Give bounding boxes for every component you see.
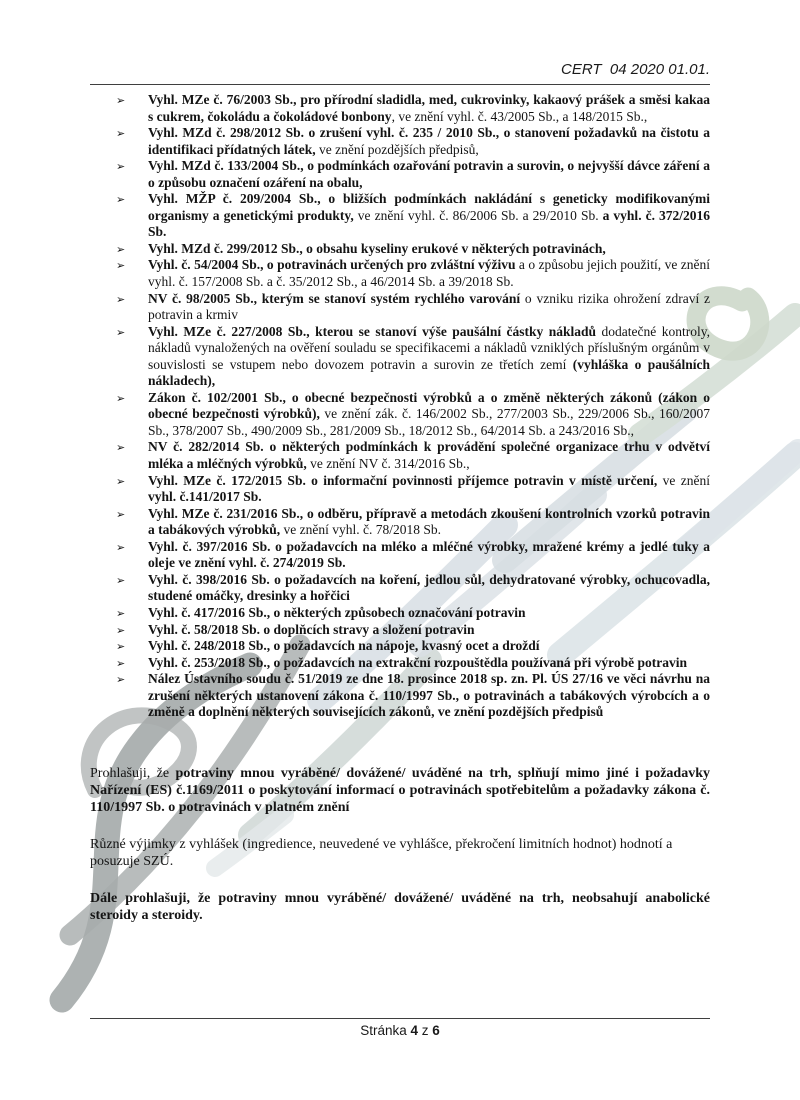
arrow-bullet-icon: ➢ — [116, 292, 126, 306]
list-item — [90, 241, 710, 258]
header-divider — [90, 84, 710, 85]
arrow-bullet-icon: ➢ — [116, 94, 126, 107]
text-run: ve znění NV č. 314/2016 Sb., — [306, 456, 470, 472]
bold-text-run: Vyhl. č. 253/2018 Sb., o požadavcích na extrakční rozpouštědla používaná při výrobě potravin — [148, 654, 688, 670]
arrow-bullet-icon: ➢ — [116, 507, 126, 521]
paragraph — [90, 765, 710, 816]
bold-text-run: Vyhl. č. 417/2016 Sb., o některých způsobech označování potravin — [148, 604, 526, 620]
page-footer — [90, 1023, 710, 1038]
arrow-bullet-icon: ➢ — [116, 441, 126, 455]
document-header — [536, 44, 710, 95]
bold-text-run: NV č. 282/2014 Sb. o některých podmínkách k provádění společné organizace trhu v odvětví mléka a mléčných výrobků, — [148, 439, 710, 472]
bold-text-run: Vyhl. MZe č. 231/2016 Sb., o odběru, přípravě a metodách zkoušení kontrolních vzorků potravin a tabákových výrobků, — [148, 505, 710, 538]
footer-label: Stránka — [360, 1023, 411, 1038]
text-run: , ve znění vyhl. č. 43/2005 Sb., a 148/2015 Sb., — [391, 108, 648, 124]
bold-text-run: NV č. 98/2005 Sb., kterým se stanoví systém rychlého varování — [148, 290, 521, 306]
list-item — [90, 158, 710, 191]
list-item — [90, 539, 710, 572]
text-run: dodatečné kontroly, nákladů vynaložených na ověření souladu se specifikacemi a nákladů vzniklých příslušným orgánům v souvislosti se vstupem nebo dovozem potravin a surovin ze třetích zemí — [148, 323, 710, 372]
text-run: ve znění pozdějších předpisů, — [315, 141, 479, 157]
text-run: Různé výjimky z vyhlášek (ingredience, neuvedené ve vyhlášce, překročení limitních hodnot) hodnotí a posuzuje SZÚ. — [90, 836, 673, 869]
bold-text-run: Zákon č. 102/2001 Sb., o obecné bezpečnosti výrobků a o změně některých zákonů (zákon o obecné bezpečnosti výrobků), — [148, 389, 710, 422]
list-item — [90, 257, 710, 290]
bold-text-run: Vyhl. č. 248/2018 Sb., o požadavcích na nápoje, kvasný ocet a droždí — [148, 638, 540, 654]
arrow-bullet-icon: ➢ — [116, 325, 126, 339]
footer-divider — [90, 1018, 710, 1019]
text-run: ve znění zák. č. 146/2002 Sb., 277/2003 Sb., 229/2006 Sb., 160/2007 Sb., 378/2007 Sb., 490/2009 Sb., 281/2009 Sb., 18/2012 Sb., 64/2014 Sb. a 243/2016 Sb., — [148, 406, 710, 438]
footer-of-label: z — [418, 1023, 433, 1038]
bold-text-run: Vyhl. č. 58/2018 Sb. o doplňcích stravy a složení potravin — [148, 621, 475, 637]
bold-text-run: Vyhl. č. 398/2016 Sb. o požadavcích na koření, jedlou sůl, dehydratované výrobky, ochucovadla, studené omáčky, dresinky a hořčici — [148, 571, 710, 604]
list-item — [90, 473, 710, 506]
arrow-bullet-icon: ➢ — [116, 640, 126, 654]
arrow-bullet-icon: ➢ — [116, 673, 126, 687]
arrow-bullet-icon: ➢ — [116, 474, 126, 488]
text-run: ve znění vyhl. č. 78/2018 Sb. — [280, 522, 442, 538]
bold-text-run: potraviny mnou vyráběné/ dovážené/ uváděné na trh, splňují mimo jiné i požadavky Nařízení (ES) č.1169/2011 o poskytování informací o potravinách spotřebitelům a požadavky zákona č. 110/1997 Sb. o potravinách v platném znění — [90, 765, 710, 815]
bold-text-run: Vyhl. MZe č. 172/2015 Sb. o informační povinnosti příjemce potravin v místě určení, — [148, 472, 658, 488]
arrow-bullet-icon: ➢ — [116, 573, 126, 587]
arrow-bullet-icon: ➢ — [116, 623, 126, 637]
bold-text-run: a vyhl. č. 372/2016 Sb. — [148, 207, 711, 240]
list-item — [90, 390, 710, 440]
arrow-bullet-icon: ➢ — [116, 242, 126, 256]
declaration-paragraphs — [90, 765, 710, 924]
bold-text-run: Vyhl. MZd č. 299/2012 Sb., o obsahu kyseliny erukové v některých potravinách, — [148, 240, 606, 256]
list-item — [90, 125, 710, 158]
paragraph — [90, 890, 710, 924]
bold-text-run: Vyhl. MZd č. 298/2012 Sb. o zrušení vyhl. č. 235 / 2010 Sb., o stanovení požadavků na čistotu a identifikaci přídatných látek, — [148, 125, 710, 157]
arrow-bullet-icon: ➢ — [116, 193, 126, 207]
bold-text-run: Nález Ústavního soudu č. 51/2019 ze dne 18. prosince 2018 sp. zn. Pl. ÚS 27/16 ve věci návrhu na zrušení některých ustanovení zákona č. 110/1997 Sb., o potravinách a tabákových výrobcích a o změně a doplnění některých souvisejících zákonů, ve znění pozdějších předpisů — [148, 671, 710, 720]
list-item — [90, 655, 710, 672]
bold-text-run: Vyhl. č. 397/2016 Sb. o požadavcích na mléko a mléčné výrobky, mražené krémy a jedlé tuky a oleje ve znění vyhl. č. 274/2019 Sb. — [148, 538, 710, 571]
arrow-bullet-icon: ➢ — [116, 160, 126, 174]
paragraph — [90, 836, 710, 870]
footer-page-number: 4 — [410, 1023, 418, 1038]
list-item — [90, 671, 710, 721]
list-item — [90, 92, 710, 125]
text-run: a o způsobu jejich použití, ve znění vyhl. č. 157/2008 Sb. a č. 35/2012 Sb., a 46/2014 Sb. a 39/2018 Sb. — [148, 257, 710, 290]
list-item — [90, 638, 710, 655]
footer-page-total: 6 — [432, 1023, 440, 1038]
bold-text-run: Vyhl. MZe č. 76/2003 Sb., pro přírodní sladidla, med, cukrovinky, kakaový prášek a směsi kakaa s cukrem, čokoládu a čokoládové bonbony — [148, 92, 710, 124]
list-item — [90, 622, 710, 639]
arrow-bullet-icon: ➢ — [116, 606, 126, 620]
bold-text-run: Vyhl. č. 54/2004 Sb., o potravinách určených pro zvláštní výživu — [148, 257, 516, 273]
text-run: ve znění — [657, 472, 710, 488]
bold-text-run: Vyhl. MZd č. 133/2004 Sb., o podmínkách ozařování potravin a surovin, o nejvyšší dávce záření a o způsobu označení ozáření na obalu, — [148, 158, 710, 190]
bold-text-run: Vyhl. MŽP č. 209/2004 Sb., o bližších podmínkách nakládání s geneticky modifikovanými organismy a genetickými produkty, — [148, 191, 710, 223]
list-item — [90, 191, 710, 241]
text-run: o vzniku rizika ohrožení zdraví z potravin a krmiv — [148, 290, 710, 323]
list-item — [90, 506, 710, 539]
document-body — [90, 92, 710, 924]
arrow-bullet-icon: ➢ — [116, 391, 126, 405]
list-item — [90, 439, 710, 472]
bold-text-run: vyhl. č.141/2017 Sb. — [148, 489, 262, 505]
list-item — [90, 291, 710, 324]
bold-text-run: (vyhláška o paušálních nákladech), — [148, 356, 710, 389]
bold-text-run: Dále prohlašuji, že potraviny mnou vyráběné/ dovážené/ uváděné na trh, neobsahují anabolické steroidy a steroidy. — [90, 890, 710, 923]
bold-text-run: Vyhl. MZe č. 227/2008 Sb., kterou se stanoví výše paušální částky nákladů — [148, 323, 597, 339]
arrow-bullet-icon: ➢ — [116, 656, 126, 670]
regulation-list — [90, 92, 710, 721]
text-run: ve znění vyhl. č. 86/2006 Sb. a 29/2010 Sb. — [353, 207, 603, 223]
doc-code: CERT 04 2020 01.01. — [561, 61, 710, 78]
list-item — [90, 324, 710, 390]
arrow-bullet-icon: ➢ — [116, 540, 126, 554]
arrow-bullet-icon: ➢ — [116, 259, 126, 273]
list-item — [90, 605, 710, 622]
list-item — [90, 572, 710, 605]
arrow-bullet-icon: ➢ — [116, 127, 126, 141]
text-run: Prohlašuji, že — [90, 765, 176, 781]
